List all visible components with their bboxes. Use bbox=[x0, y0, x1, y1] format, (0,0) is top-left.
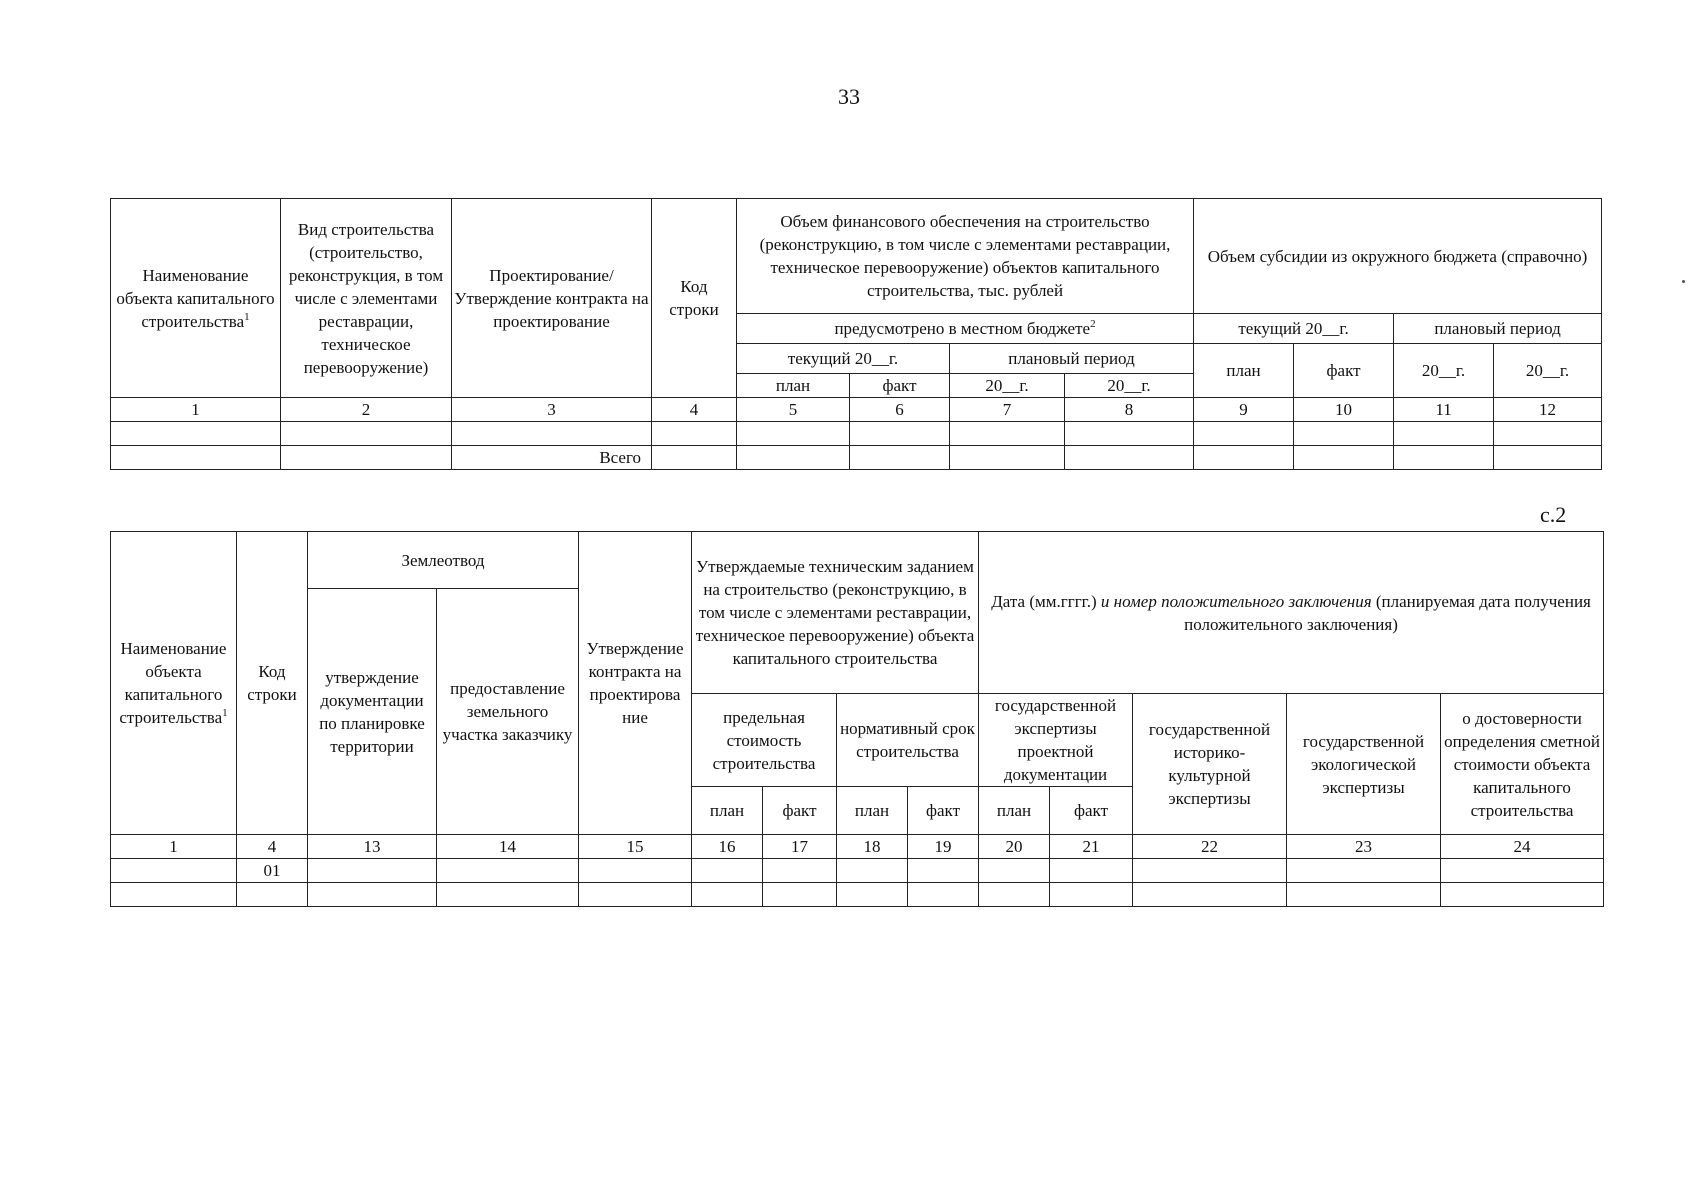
header-state-expertise: государственной экспертизы проектной документации bbox=[979, 694, 1133, 787]
table-cell[interactable] bbox=[437, 859, 579, 883]
header-subsidy-planned-period: плановый период bbox=[1394, 314, 1602, 344]
table-cell[interactable] bbox=[737, 422, 850, 446]
column-number: 21 bbox=[1050, 835, 1133, 859]
header-land-provision: предоставление земельного участка заказчику bbox=[437, 589, 579, 835]
column-number: 8 bbox=[1065, 398, 1194, 422]
table-cell[interactable] bbox=[1494, 422, 1602, 446]
total-label: Всего bbox=[452, 446, 652, 470]
table-cell[interactable] bbox=[1287, 859, 1441, 883]
table-cell[interactable] bbox=[1050, 859, 1133, 883]
table-cell[interactable] bbox=[950, 446, 1065, 470]
table-row bbox=[111, 883, 1604, 907]
financing-table bbox=[110, 198, 1602, 470]
header-local-budget: предусмотрено в местном бюджете$^2$ bbox=[737, 314, 1194, 344]
table-cell[interactable] bbox=[1050, 883, 1133, 907]
column-number-row bbox=[111, 398, 1602, 422]
header-year-2: 20__г. bbox=[1065, 374, 1194, 398]
table-cell[interactable] bbox=[1194, 446, 1294, 470]
header-fact: факт bbox=[908, 787, 979, 835]
table-cell[interactable] bbox=[1394, 422, 1494, 446]
header-finance-volume: Объем финансового обеспечения на строительство (реконструкцию, в том числе с элементами реставрации, техническое перевооружение) объектов капитального строительства, тыс. рублей bbox=[737, 199, 1194, 314]
table-cell[interactable] bbox=[1065, 422, 1194, 446]
header-contract-approval: Утверждение контракта на проектирова ние bbox=[579, 532, 692, 835]
header-territory-docs: утверждение документации по планировке территории bbox=[308, 589, 437, 835]
header-current-year: текущий 20__г. bbox=[737, 344, 950, 374]
table-cell[interactable] bbox=[652, 422, 737, 446]
header-subsidy-current-year: текущий 20__г. bbox=[1194, 314, 1394, 344]
table-cell[interactable] bbox=[837, 883, 908, 907]
header-plan: план bbox=[737, 374, 850, 398]
header-subsidy-year-1: 20__г. bbox=[1394, 344, 1494, 398]
column-number: 12 bbox=[1494, 398, 1602, 422]
table-cell[interactable] bbox=[237, 883, 308, 907]
header-design-contract: Проектирование/ Утверждение контракта на проектирование bbox=[452, 199, 652, 398]
column-number: 22 bbox=[1133, 835, 1287, 859]
column-number: 23 bbox=[1287, 835, 1441, 859]
table-cell[interactable] bbox=[111, 859, 237, 883]
table-cell[interactable] bbox=[1441, 883, 1604, 907]
header-land-allotment: Землеотвод bbox=[308, 532, 579, 589]
column-number: 18 bbox=[837, 835, 908, 859]
table-cell[interactable] bbox=[763, 859, 837, 883]
column-number: 11 bbox=[1394, 398, 1494, 422]
table-cell[interactable] bbox=[437, 883, 579, 907]
column-number: 14 bbox=[437, 835, 579, 859]
column-number: 17 bbox=[763, 835, 837, 859]
column-number: 1 bbox=[111, 398, 281, 422]
header-construction-type: Вид строительства (строительство, реконструкция, в том числе с элементами реставрации, техническое перевооружение) bbox=[281, 199, 452, 398]
table-cell[interactable] bbox=[308, 883, 437, 907]
header-historical-expertise: государственной историко-культурной экспертизы bbox=[1133, 694, 1287, 835]
header-fact: факт bbox=[763, 787, 837, 835]
header-row-code: Код строки bbox=[237, 532, 308, 835]
page-number: 33 bbox=[838, 84, 860, 109]
table-cell[interactable] bbox=[1133, 883, 1287, 907]
column-number: 15 bbox=[579, 835, 692, 859]
approvals-table bbox=[110, 531, 1604, 907]
table-cell[interactable] bbox=[579, 883, 692, 907]
table-cell[interactable] bbox=[1133, 859, 1287, 883]
table-cell[interactable] bbox=[737, 446, 850, 470]
table-cell[interactable] bbox=[950, 422, 1065, 446]
table-cell[interactable] bbox=[763, 883, 837, 907]
header-normative-term: нормативный срок строительства bbox=[837, 694, 979, 787]
table-cell[interactable] bbox=[908, 859, 979, 883]
header-object-name: Наименование объекта капитального строительства$^1$ bbox=[111, 199, 281, 398]
table-cell[interactable] bbox=[850, 446, 950, 470]
header-ecological-expertise: государственной экологической экспертизы bbox=[1287, 694, 1441, 835]
table-cell[interactable] bbox=[452, 422, 652, 446]
table-cell[interactable] bbox=[908, 883, 979, 907]
column-number: 4 bbox=[237, 835, 308, 859]
table-cell[interactable] bbox=[111, 446, 281, 470]
column-number: 3 bbox=[452, 398, 652, 422]
total-row bbox=[111, 446, 1602, 470]
column-number: 9 bbox=[1194, 398, 1294, 422]
table-cell[interactable] bbox=[979, 859, 1050, 883]
header-row-code: Код строки bbox=[652, 199, 737, 398]
table-cell[interactable] bbox=[1394, 446, 1494, 470]
table-cell[interactable] bbox=[281, 422, 452, 446]
header-fact: факт bbox=[1050, 787, 1133, 835]
column-number: 24 bbox=[1441, 835, 1604, 859]
table-cell[interactable] bbox=[692, 859, 763, 883]
column-number: 2 bbox=[281, 398, 452, 422]
header-limit-cost: предельная стоимость строительства bbox=[692, 694, 837, 787]
table-cell[interactable] bbox=[1194, 422, 1294, 446]
table-cell[interactable] bbox=[979, 883, 1050, 907]
header-fact: факт bbox=[850, 374, 950, 398]
table-cell[interactable] bbox=[308, 859, 437, 883]
header-plan: план bbox=[979, 787, 1050, 835]
column-number: 13 bbox=[308, 835, 437, 859]
table-cell[interactable] bbox=[579, 859, 692, 883]
table-cell[interactable] bbox=[111, 422, 281, 446]
header-subsidy-fact: факт bbox=[1294, 344, 1394, 398]
header-positive-conclusion: Дата (мм.гггг.) и номер положительного заключения (планируемая дата получения положительного заключения) bbox=[979, 532, 1604, 694]
column-number: 10 bbox=[1294, 398, 1394, 422]
column-number: 16 bbox=[692, 835, 763, 859]
column-number: 7 bbox=[950, 398, 1065, 422]
column-number: 6 bbox=[850, 398, 950, 422]
column-number: 5 bbox=[737, 398, 850, 422]
header-technical-assignment: Утверждаемые техническим заданием на строительство (реконструкцию, в том числе с элементами реставрации, техническое перевооружение) объекта капитального строительства bbox=[692, 532, 979, 694]
table-cell[interactable] bbox=[652, 446, 737, 470]
table-cell[interactable] bbox=[1494, 446, 1602, 470]
table-cell[interactable] bbox=[111, 883, 237, 907]
table-cell[interactable] bbox=[1294, 422, 1394, 446]
column-number-row bbox=[111, 835, 1604, 859]
sheet-label: с.2 bbox=[1540, 502, 1567, 527]
header-year-1: 20__г. bbox=[950, 374, 1065, 398]
header-plan: план bbox=[837, 787, 908, 835]
scan-speck bbox=[1682, 280, 1685, 283]
table-cell[interactable] bbox=[281, 446, 452, 470]
header-subsidy-volume: Объем субсидии из окружного бюджета (справочно) bbox=[1194, 199, 1602, 314]
table-cell[interactable] bbox=[692, 883, 763, 907]
header-planned-period: плановый период bbox=[950, 344, 1194, 374]
table-row bbox=[111, 422, 1602, 446]
header-subsidy-year-2: 20__г. bbox=[1494, 344, 1602, 398]
header-plan: план bbox=[692, 787, 763, 835]
header-estimate-reliability: о достоверности определения сметной стоимости объекта капитального строительства bbox=[1441, 694, 1604, 835]
header-subsidy-plan: план bbox=[1194, 344, 1294, 398]
row-code: 01 bbox=[237, 859, 308, 883]
table-cell[interactable] bbox=[1294, 446, 1394, 470]
column-number: 1 bbox=[111, 835, 237, 859]
table-cell[interactable] bbox=[850, 422, 950, 446]
table-cell[interactable] bbox=[837, 859, 908, 883]
column-number: 4 bbox=[652, 398, 737, 422]
table-cell[interactable] bbox=[1287, 883, 1441, 907]
header-object-name: Наименование объекта капитального строительства$^1$ bbox=[111, 532, 237, 835]
table-cell[interactable] bbox=[1065, 446, 1194, 470]
table-row bbox=[111, 859, 1604, 883]
column-number: 20 bbox=[979, 835, 1050, 859]
table-cell[interactable] bbox=[1441, 859, 1604, 883]
column-number: 19 bbox=[908, 835, 979, 859]
